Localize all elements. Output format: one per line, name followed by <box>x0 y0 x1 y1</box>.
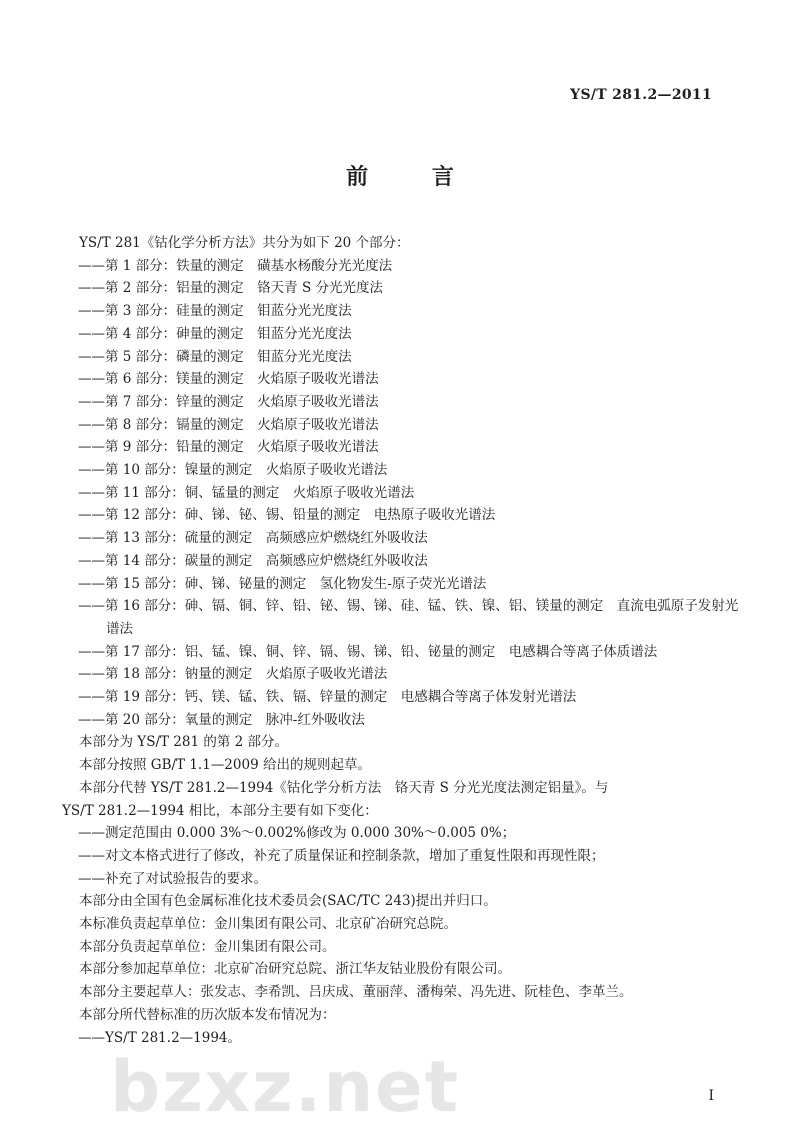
list-item: ——对文本格式进行了修改，补充了质量保证和控制条款，增加了重复性限和再现性限； <box>78 847 605 864</box>
paragraph-line: 本标准负责起草单位：金川集团有限公司、北京矿冶研究总院。 <box>79 916 457 932</box>
paragraph-line: 本部分负责起草单位：金川集团有限公司。 <box>79 938 336 955</box>
paragraph-line: 本部分由全国有色金属标准化技术委员会(SAC/TC 243)提出并归口。 <box>79 893 497 910</box>
paragraph-line: 本部分代替 YS/T 281.2—1994《钴化学分析方法 铬天青 S 分光光度法测定铝量》。与 <box>79 779 609 796</box>
page-title: 前 言 <box>346 164 482 190</box>
list-item: ——第 1 部分：铁量的测定 磺基水杨酸分光光度法 <box>78 257 393 274</box>
paragraph-line: 本部分所代替标准的历次版本发布情况为： <box>79 1006 336 1023</box>
list-item: ——第 15 部分：砷、锑、铋量的测定 氢化物发生-原子荧光光谱法 <box>78 575 487 592</box>
list-item: ——第 11 部分：铜、锰量的测定 火焰原子吸收光谱法 <box>78 484 415 501</box>
list-item: ——补充了对试验报告的要求。 <box>78 870 267 887</box>
list-item: ——第 4 部分：砷量的测定 钼蓝分光光度法 <box>78 325 352 342</box>
list-item: ——第 10 部分：镍量的测定 火焰原子吸收光谱法 <box>78 462 388 478</box>
paragraph-line: 本部分主要起草人：张发志、李希凯、吕庆成、董丽萍、潘梅荣、冯先进、阮桂色、李革兰。 <box>79 984 633 1001</box>
watermark: bzxz.net <box>110 1046 461 1128</box>
paragraph-line: 本部分为 YS/T 281 的第 2 部分。 <box>79 734 289 751</box>
list-item: ——第 13 部分：硫量的测定 高频感应炉燃烧红外吸收法 <box>78 530 428 547</box>
list-item: ——第 17 部分：铝、锰、镍、铜、锌、镉、锡、锑、铅、铋量的测定 电感耦合等离子体质谱法 <box>78 643 658 660</box>
list-item: ——第 6 部分：镁量的测定 火焰原子吸收光谱法 <box>78 371 379 388</box>
list-item: ——第 8 部分：镉量的测定 火焰原子吸收光谱法 <box>78 416 379 433</box>
list-item: ——第 14 部分：碳量的测定 高频感应炉燃烧红外吸收法 <box>78 552 428 569</box>
list-item: ——第 9 部分：铅量的测定 火焰原子吸收光谱法 <box>78 439 379 456</box>
list-item: ——第 3 部分：硅量的测定 钼蓝分光光度法 <box>78 303 352 320</box>
paragraph-line: YS/T 281.2—1994 相比，本部分主要有如下变化： <box>62 802 378 819</box>
list-item: ——第 19 部分：钙、镁、锰、铁、镉、锌量的测定 电感耦合等离子体发射光谱法 <box>78 689 577 705</box>
paragraph-line: 本部分参加起草单位：北京矿冶研究总院、浙江华友钴业股份有限公司。 <box>79 961 511 978</box>
list-item: ——第 12 部分：砷、锑、铋、锡、铅量的测定 电热原子吸收光谱法 <box>78 507 496 524</box>
paragraph-line: YS/T 281《钴化学分析方法》共分为如下 20 个部分： <box>79 235 410 251</box>
paragraph-line: 本部分按照 GB/T 1.1—2009 给出的规则起草。 <box>79 757 371 774</box>
list-item: ——第 7 部分：锌量的测定 火焰原子吸收光谱法 <box>78 393 379 410</box>
list-item: ——第 20 部分：氧量的测定 脉冲-红外吸收法 <box>78 711 365 728</box>
list-item: ——YS/T 281.2—1994。 <box>78 1029 242 1046</box>
document-code: YS/T 281.2—2011 <box>570 87 712 103</box>
list-item: ——测定范围由 0.000 3%～0.002%修改为 0.000 30%～0.005 0%； <box>78 825 516 842</box>
page-number: I <box>708 1088 714 1104</box>
paragraph-line: 谱法 <box>106 620 133 637</box>
list-item: ——第 2 部分：铝量的测定 铬天青 S 分光光度法 <box>78 280 384 297</box>
list-item: ——第 5 部分：磷量的测定 钼蓝分光光度法 <box>78 348 352 365</box>
list-item: ——第 18 部分：钠量的测定 火焰原子吸收光谱法 <box>78 666 388 683</box>
list-item: ——第 16 部分：砷、镉、铜、锌、铅、铋、锡、锑、硅、锰、铁、镍、铝、镁量的测定 直流电弧原子发射光 <box>78 598 739 615</box>
